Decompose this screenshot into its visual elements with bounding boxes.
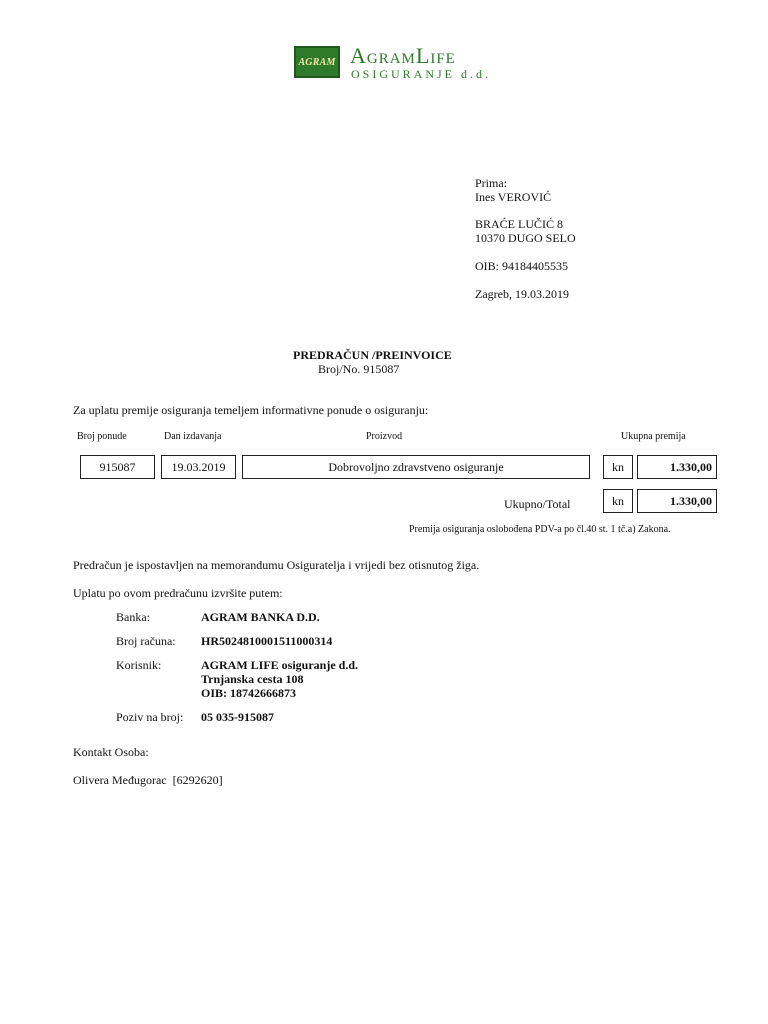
document-number: Broj/No. 915087 bbox=[318, 362, 400, 376]
beneficiary-street: Trnjanska cesta 108 bbox=[201, 672, 304, 686]
contact-person: Olivera Međugorac [6292620] bbox=[73, 773, 223, 787]
logo-subtitle: OSIGURANJE d.d. bbox=[351, 67, 492, 81]
beneficiary-label: Korisnik: bbox=[116, 658, 162, 672]
cell-issue-date: 19.03.2019 bbox=[161, 455, 236, 479]
vat-note: Premija osiguranja oslobođena PDV-a po čl.40 st. 1 tč.a) Zakona. bbox=[409, 524, 671, 535]
reference-value: 05 035-915087 bbox=[201, 710, 274, 724]
header-total-premium: Ukupna premija bbox=[621, 431, 686, 442]
contact-label: Kontakt Osoba: bbox=[73, 745, 149, 759]
payment-intro: Uplatu po ovom predračunu izvršite putem: bbox=[73, 586, 283, 600]
recipient-name: Ines VEROVIĆ bbox=[475, 190, 552, 204]
bank-label: Banka: bbox=[116, 610, 150, 624]
intro-text: Za uplatu premije osiguranja temeljem informativne ponude o osiguranju: bbox=[73, 403, 429, 417]
beneficiary-oib: OIB: 18742666873 bbox=[201, 686, 297, 700]
notice-text: Predračun je ispostavljen na memorandumu Osiguratelja i vrijedi bez otisnutog žiga. bbox=[73, 558, 480, 572]
reference-label: Poziv na broj: bbox=[116, 710, 184, 724]
recipient-street: BRAĆE LUČIĆ 8 bbox=[475, 217, 564, 231]
account-label: Broj računa: bbox=[116, 634, 176, 648]
recipient-label: Prima: bbox=[475, 176, 507, 190]
recipient-city: 10370 DUGO SELO bbox=[475, 231, 576, 245]
bank-value: AGRAM BANKA D.D. bbox=[201, 610, 320, 624]
recipient-oib: OIB: 94184405535 bbox=[475, 259, 568, 273]
cell-product: Dobrovoljno zdravstveno osiguranje bbox=[242, 455, 590, 479]
logo-badge: AGRAM bbox=[298, 56, 336, 68]
cell-currency: kn bbox=[603, 455, 633, 479]
cell-offer-no: 915087 bbox=[80, 455, 155, 479]
place-date: Zagreb, 19.03.2019 bbox=[475, 287, 569, 301]
logo-title: AgramLife bbox=[350, 43, 456, 68]
beneficiary-name: AGRAM LIFE osiguranje d.d. bbox=[201, 658, 359, 672]
header-offer-no: Broj ponude bbox=[77, 431, 127, 442]
total-amount: 1.330,00 bbox=[637, 489, 717, 513]
header-product: Proizvod bbox=[366, 431, 403, 442]
document-title: PREDRAČUN /PREINVOICE bbox=[293, 348, 452, 362]
company-logo bbox=[294, 46, 340, 78]
total-label: Ukupno/Total bbox=[504, 497, 571, 511]
header-issue-date: Dan izdavanja bbox=[164, 431, 222, 442]
total-currency: kn bbox=[603, 489, 633, 513]
cell-amount: 1.330,00 bbox=[637, 455, 717, 479]
account-value: HR5024810001511000314 bbox=[201, 634, 333, 648]
